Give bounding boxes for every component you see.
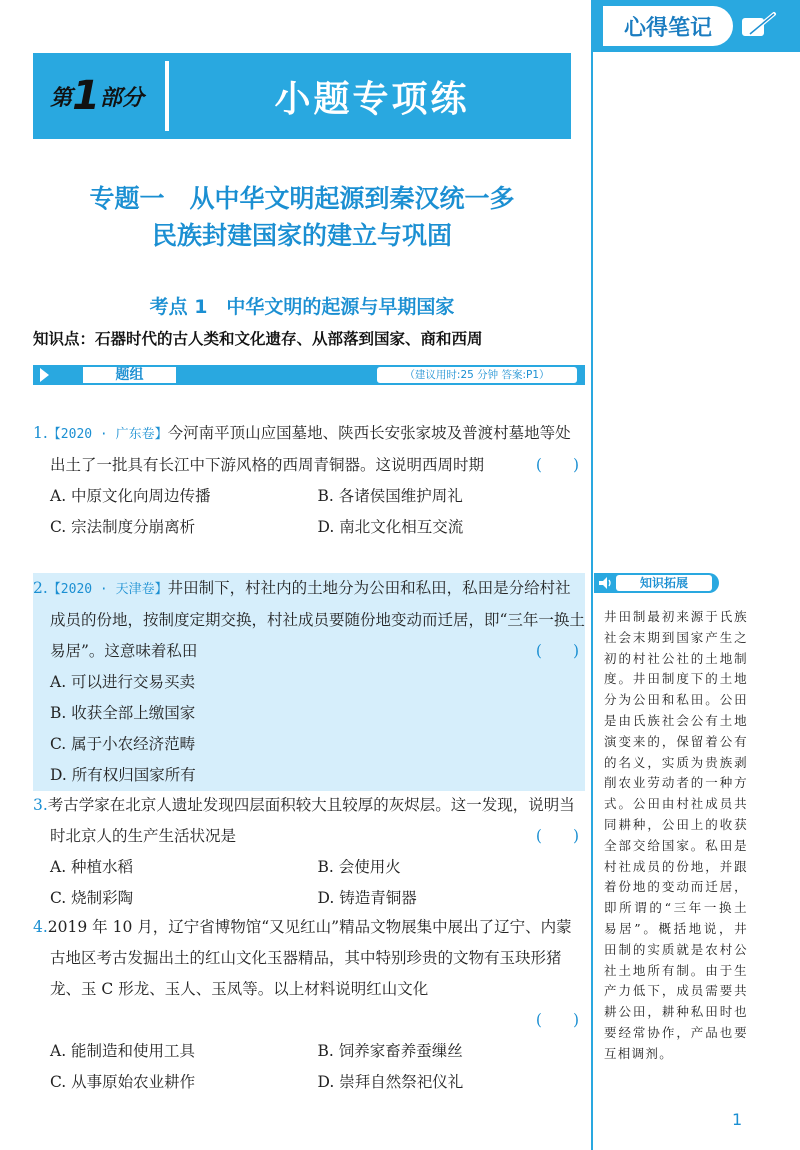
part-label-suffix: 部分	[99, 85, 144, 111]
part-title: 小题专项练	[274, 78, 470, 120]
option-d[interactable]: D. 所有权归国家所有	[50, 766, 196, 784]
part-label-prefix: 第	[50, 85, 73, 111]
group-hint: （建议用时:25 分钟 答案:P1）	[377, 367, 577, 383]
sidebar-title: 知识拓展	[616, 575, 712, 591]
options	[33, 667, 585, 791]
question-stem	[33, 790, 585, 852]
question-4	[33, 912, 585, 1098]
option-c[interactable]: C. 宗法制度分崩离析	[50, 518, 196, 536]
sidebar-title-bar	[594, 573, 719, 593]
options	[33, 852, 585, 914]
question-stem	[33, 418, 585, 481]
option-c[interactable]: C. 从事原始农业耕作	[50, 1073, 196, 1091]
options	[33, 481, 585, 543]
answer-blank[interactable]: ( )	[535, 1011, 579, 1029]
question-text: 今河南平顶山应国墓地、陕西长安张家坡及普渡村墓地等处出土了一批具有长江中下游风格的西周青铜器。这说明西周时期	[50, 424, 571, 474]
question-stem	[33, 912, 585, 1005]
question-number: 2.	[33, 579, 48, 597]
answer-blank[interactable]: ( )	[535, 827, 579, 845]
question-text: 2019 年 10 月，辽宁省博物馆“又见红山”精品文物展集中展出了辽宁、内蒙古地区考古发掘出土的红山文化玉器精品，其中特别珍贵的文物有玉玦形猪龙、玉 C 形龙、玉人、玉凤等。以上材料说明红山文化	[47, 918, 572, 998]
page-number: 1	[732, 1110, 743, 1129]
option-b[interactable]: B. 收获全部上缴国家	[50, 704, 196, 722]
question-text: 考古学家在北京人遗址发现四层面积较大且较厚的灰烬层。这一发现，说明当时北京人的生产生活状况是	[47, 796, 575, 845]
notes-title: 心得笔记	[603, 6, 733, 46]
part-label-number: 1	[72, 73, 100, 119]
option-a[interactable]: A. 能制造和使用工具	[50, 1042, 196, 1060]
question-text: 井田制下，村社内的土地分为公田和私田，私田是分给村社成员的份地，按制度定期交换，村社成员要随份地变动而迁居，即“三年一换土易居”。这意味着私田	[50, 579, 585, 660]
option-b[interactable]: B. 饲养家畜养蚕缫丝	[317, 1042, 463, 1060]
margin-divider	[591, 0, 593, 1150]
pen-icon	[738, 10, 778, 42]
kaodian-heading: 考点 1 中华文明的起源与早期国家	[149, 296, 455, 318]
question-number: 1.	[33, 424, 48, 442]
option-d[interactable]: D. 铸造青铜器	[317, 889, 417, 907]
question-1	[33, 418, 585, 543]
question-3	[33, 790, 585, 914]
knowledge-points: 知识点：石器时代的古人类和文化遗存、从部落到国家、商和西周	[33, 330, 483, 348]
notes-header	[593, 0, 800, 52]
option-c[interactable]: C. 烧制彩陶	[50, 889, 134, 907]
question-number: 3.	[33, 796, 48, 814]
question-source: 【2020 · 广东卷】	[47, 427, 168, 442]
part-banner	[33, 53, 571, 139]
options	[33, 1036, 585, 1098]
question-group-bar	[33, 365, 585, 385]
topic-title	[33, 180, 571, 254]
answer-blank[interactable]: ( )	[535, 456, 579, 474]
part-label	[33, 53, 161, 139]
option-d[interactable]: D. 崇拜自然祭祀仪礼	[317, 1073, 464, 1091]
part-separator	[165, 61, 169, 131]
topic-title-line2: 民族封建国家的建立与巩固	[151, 221, 452, 250]
question-stem	[33, 573, 585, 667]
option-c[interactable]: C. 属于小农经济范畴	[50, 735, 196, 753]
option-a[interactable]: A. 种植水稻	[50, 858, 134, 876]
option-b[interactable]: B. 各诸侯国维护周礼	[317, 487, 463, 505]
question-number: 4.	[33, 918, 48, 936]
option-a[interactable]: A. 中原文化向周边传播	[50, 487, 211, 505]
option-b[interactable]: B. 会使用火	[317, 858, 401, 876]
topic-title-line1: 专题一 从中华文明起源到秦汉统一多	[89, 184, 515, 213]
sidebar-text: 井田制最初来源于氏族社会末期到国家产生之初的村社公社的土地制度。井田制度下的土地分为公田和私田。公田是由氏族社会公有土地演变来的，保留着公有的名义，实质为贵族剥削农业劳动者的一种方式。公田由村社成员共同耕种，公田上的收获全部交给国家。私田是村社成员的份地，并跟着份地的变动而迁居，即所谓的“三年一换土易居”。概括地说，井田制的实质就是农村公社土地所有制。由于生产力低下，成员需要共耕公田，耕种私田时也要经常协作，产品也要互相调剂。	[604, 609, 748, 1061]
answer-blank[interactable]: ( )	[535, 642, 579, 660]
question-source: 【2020 · 天津卷】	[47, 582, 168, 597]
group-label: 题组	[83, 367, 176, 383]
option-a[interactable]: A. 可以进行交易买卖	[50, 673, 196, 691]
question-2	[33, 573, 585, 791]
speaker-icon	[598, 576, 612, 590]
option-d[interactable]: D. 南北文化相互交流	[317, 518, 464, 536]
play-arrow-icon	[40, 368, 49, 382]
answer-line	[33, 1005, 585, 1036]
